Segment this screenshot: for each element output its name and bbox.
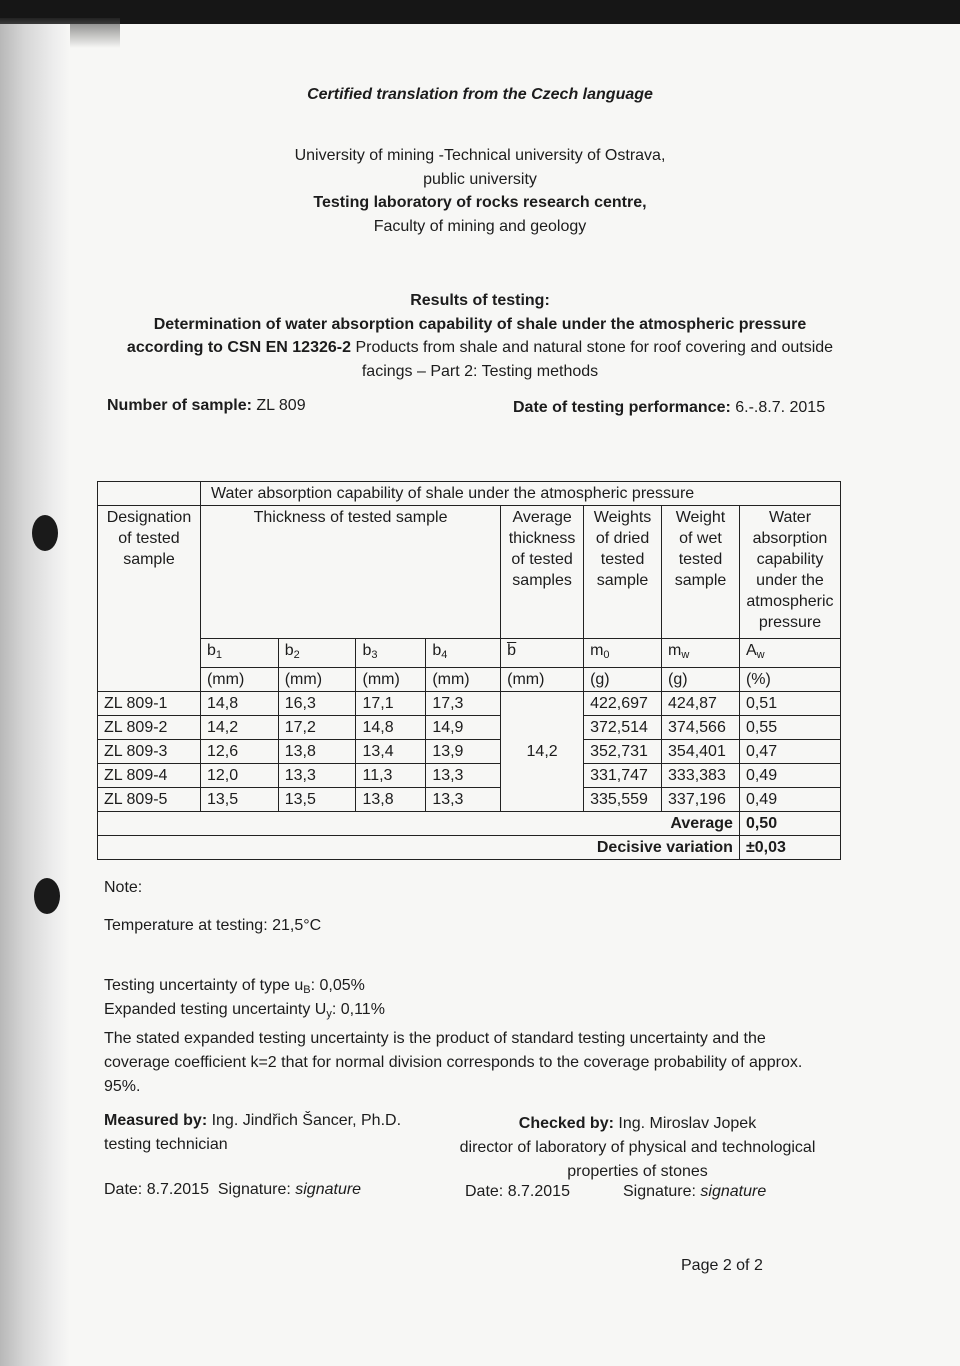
checked-date: Date: 8.7.2015 <box>465 1183 570 1200</box>
header-average-thickness: Average thickness of tested samples <box>501 506 584 639</box>
symbol-mw: $m_w$ <box>662 639 740 668</box>
table-row <box>98 716 841 740</box>
unit-b3: (mm) <box>356 668 426 692</box>
row-m0: 331,747 <box>584 764 662 788</box>
row-aw: 0,49 <box>739 764 840 788</box>
row-b3: 11,3 <box>356 764 426 788</box>
table-caption: Water absorption capability of shale under the atmospheric pressure <box>200 482 840 506</box>
row-b4: 14,9 <box>426 716 501 740</box>
checked-signature: Signature: signature <box>623 1183 767 1200</box>
average-thickness-value: 14,2 <box>501 692 584 812</box>
institution-block <box>0 144 960 238</box>
row-m0: 422,697 <box>584 692 662 716</box>
symbol-m0: $m_0$ <box>584 639 662 668</box>
unit-b1: (mm) <box>200 668 278 692</box>
row-aw: 0,51 <box>739 692 840 716</box>
unit-b2: (mm) <box>278 668 356 692</box>
unit-aw: (%) <box>739 668 840 692</box>
row-mw: 333,383 <box>662 764 740 788</box>
unit-b-average: (mm) <box>501 668 584 692</box>
checked-by: Checked by: Ing. Miroslav Jopek <box>518 1115 757 1132</box>
table-row <box>98 788 841 812</box>
row-b4: 13,3 <box>426 764 501 788</box>
row-aw: 0,47 <box>739 740 840 764</box>
row-designation: ZL 809-5 <box>98 788 201 812</box>
row-b1: 12,0 <box>200 764 278 788</box>
row-mw: 337,196 <box>662 788 740 812</box>
unit-mw: (g) <box>662 668 740 692</box>
row-designation: ZL 809-3 <box>98 740 201 764</box>
table-header-row <box>98 506 841 639</box>
measured-date-signature: Date: 8.7.2015 Signature: signature <box>104 1181 362 1198</box>
header-designation: Designation of tested sample <box>98 506 201 639</box>
symbol-b1: $b_1$ <box>200 639 278 668</box>
header-weight-wet: Weight of wet tested sample <box>662 506 740 639</box>
row-b2: 17,2 <box>278 716 356 740</box>
row-mw: 424,87 <box>662 692 740 716</box>
sample-number: Number of sample: ZL 809 <box>107 397 306 414</box>
results-title-line-3: facings – Part 2: Testing methods <box>361 362 599 380</box>
unit-b4: (mm) <box>426 668 501 692</box>
row-b2: 13,3 <box>278 764 356 788</box>
row-aw: 0,49 <box>739 788 840 812</box>
laboratory-name: Testing laboratory of rocks research centre, <box>313 194 647 211</box>
row-m0: 352,731 <box>584 740 662 764</box>
results-title-block <box>0 289 960 383</box>
row-m0: 335,559 <box>584 788 662 812</box>
measured-role: testing technician <box>104 1136 228 1153</box>
row-aw: 0,55 <box>739 716 840 740</box>
row-b3: 17,1 <box>356 692 426 716</box>
table-caption-row <box>98 482 841 506</box>
row-designation: ZL 809-4 <box>98 764 201 788</box>
symbol-b2: $b_2$ <box>278 639 356 668</box>
checked-role-line-1: director of laboratory of physical and technological <box>459 1139 816 1156</box>
measured-by-block <box>104 1109 401 1157</box>
header-water-absorption: Water absorption capability under the atmospheric pressure <box>739 506 840 639</box>
table-row <box>98 692 841 716</box>
table-average-row <box>98 812 841 836</box>
note-label: Note: <box>104 879 143 896</box>
uncertainty-expanded: Expanded testing uncertainty $U_y$: 0,11% <box>104 1001 385 1020</box>
row-b3: 14,8 <box>356 716 426 740</box>
row-designation: ZL 809-1 <box>98 692 201 716</box>
row-designation: ZL 809-2 <box>98 716 201 740</box>
row-b2: 13,5 <box>278 788 356 812</box>
row-b3: 13,4 <box>356 740 426 764</box>
symbol-b-average: b̅ <box>501 639 584 668</box>
results-title-line-2: according to CSN EN 12326-2 Products from shale and natural stone for roof covering and outside <box>126 339 834 356</box>
row-b4: 17,3 <box>426 692 501 716</box>
row-b4: 13,9 <box>426 740 501 764</box>
average-label: Average <box>98 812 740 836</box>
temperature-note: Temperature at testing: 21,5°C <box>104 917 322 934</box>
row-m0: 372,514 <box>584 716 662 740</box>
university-line-2: public university <box>423 170 537 188</box>
page-number: Page 2 of 2 <box>681 1257 763 1274</box>
row-mw: 374,566 <box>662 716 740 740</box>
table-symbol-row <box>98 639 841 668</box>
results-heading: Results of testing: <box>410 292 550 309</box>
checked-role-line-2: properties of stones <box>567 1163 708 1180</box>
row-b4: 13,3 <box>426 788 501 812</box>
faculty-name: Faculty of mining and geology <box>373 217 587 235</box>
table-unit-row <box>98 668 841 692</box>
row-b2: 16,3 <box>278 692 356 716</box>
checked-by-block <box>440 1112 835 1184</box>
measured-by: Measured by: Ing. Jindřich Šancer, Ph.D. <box>104 1112 402 1129</box>
row-b3: 13,8 <box>356 788 426 812</box>
unit-m0: (g) <box>584 668 662 692</box>
scan-top-edge <box>0 0 960 24</box>
symbol-aw: $A_w$ <box>739 639 840 668</box>
row-b1: 14,2 <box>200 716 278 740</box>
punch-hole-top <box>32 515 58 551</box>
row-b1: 12,6 <box>200 740 278 764</box>
row-mw: 354,401 <box>662 740 740 764</box>
certified-translation-note: Certified translation from the Czech language <box>307 86 653 103</box>
testing-date: Date of testing performance: 6.-.8.7. 2015 <box>513 399 826 416</box>
table-variation-row <box>98 836 841 860</box>
variation-label: Decisive variation <box>98 836 740 860</box>
symbol-b3: $b_3$ <box>356 639 426 668</box>
table-row <box>98 764 841 788</box>
variation-value: ±0,03 <box>739 836 840 860</box>
uncertainty-statement: The stated expanded testing uncertainty is the product of standard testing uncertainty and the coverage coefficient k=2 that for normal division corresponds to the coverage probability of approx. 95%. <box>104 1030 803 1095</box>
row-b1: 14,8 <box>200 692 278 716</box>
results-title-line-1: Determination of water absorption capability of shale under the atmospheric pressure <box>153 315 807 333</box>
header-thickness: Thickness of tested sample <box>200 506 500 639</box>
table-row <box>98 740 841 764</box>
results-table <box>97 481 841 860</box>
row-b1: 13,5 <box>200 788 278 812</box>
punch-hole-bottom <box>34 878 60 914</box>
average-value: 0,50 <box>739 812 840 836</box>
symbol-b4: $b_4$ <box>426 639 501 668</box>
university-line-1: University of mining -Technical university of Ostrava, <box>294 147 666 164</box>
row-b2: 13,8 <box>278 740 356 764</box>
uncertainty-type-b: Testing uncertainty of type $u_B$: 0,05% <box>104 977 365 996</box>
header-weights-dried: Weights of dried tested sample <box>584 506 662 639</box>
